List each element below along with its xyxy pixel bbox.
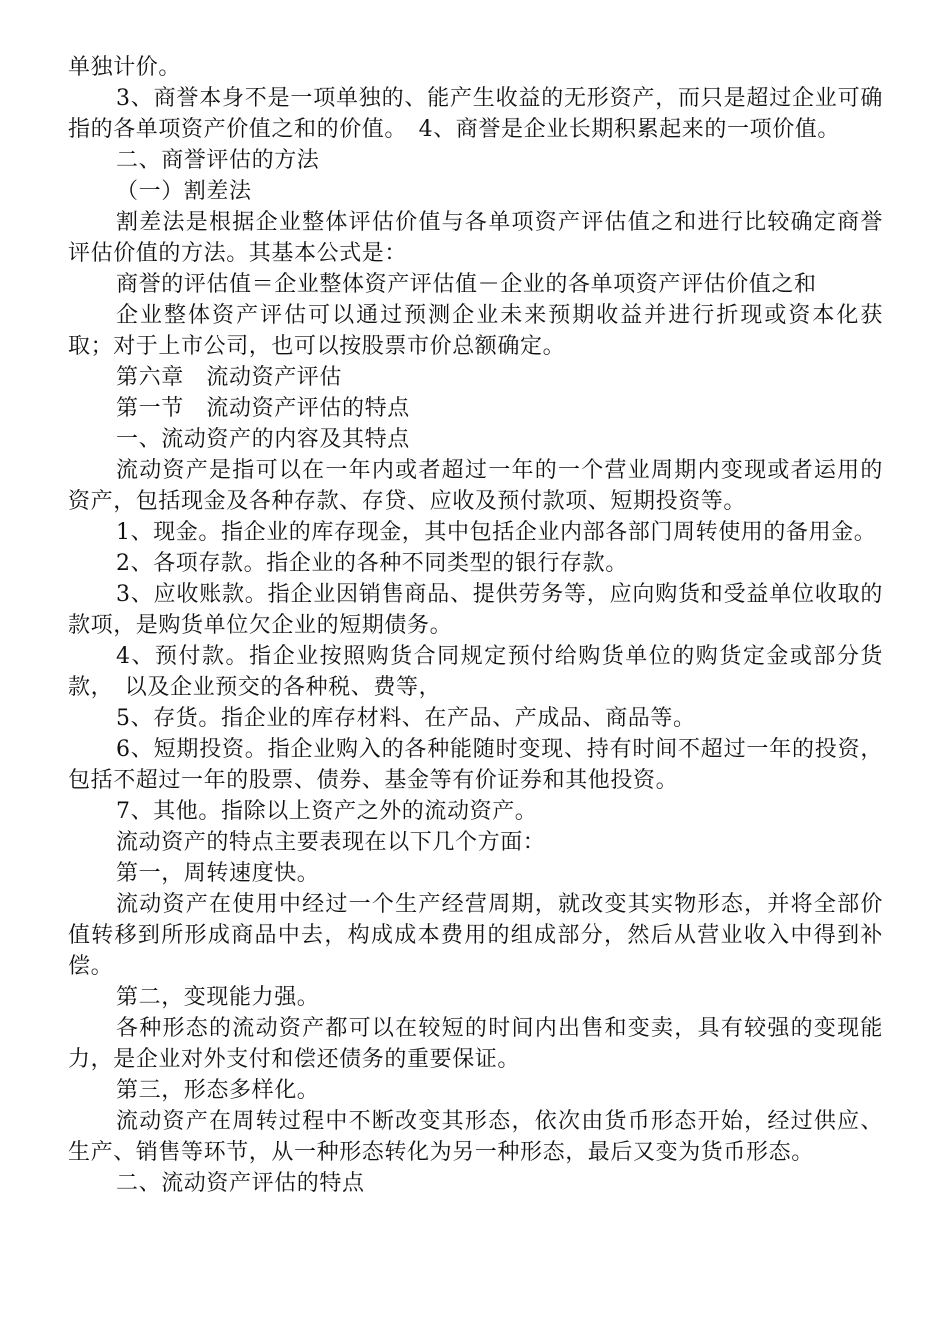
feature-heading-liquidity: 第二，变现能力强。 — [116, 985, 320, 1010]
feature-heading-diverse-forms: 第三，形态多样化。 — [116, 1078, 320, 1103]
section-heading-goodwill-methods: 二、商誉评估的方法 — [116, 148, 320, 173]
list-item-inventory: 5、存货。指企业的库存材料、在产品、产成品、商品等。 — [116, 706, 696, 731]
paragraph-diverse-forms: 流动资产在周转过程中不断改变其形态，依次由货币形态开始，经过供应、生产、销售等环节，从一种形态转化为另一种形态，最后又变为货币形态。 — [68, 1109, 883, 1165]
subsection-heading-current-assets: 一、流动资产的内容及其特点 — [116, 427, 410, 452]
subsection-heading-evaluation-features: 二、流动资产评估的特点 — [116, 1171, 365, 1196]
chapter-heading: 第六章 流动资产评估 — [116, 365, 343, 390]
list-item-cash: 1、现金。指企业的库存现金，其中包括企业内部各部门周转使用的备用金。 — [116, 520, 877, 545]
list-item-deposits: 2、各项存款。指企业的各种不同类型的银行存款。 — [116, 551, 628, 576]
list-item-receivables: 3、应收账款。指企业因销售商品、提供劳务等，应向购货和受益单位收取的款项，是购货单位欠企业的短期债务。 — [68, 582, 883, 638]
paragraph-fast-turnover: 流动资产在使用中经过一个生产经营周期，就改变其实物形态，并将全部价值转移到所形成商品中去，构成成本费用的组成部分，然后从营业收入中得到补偿。 — [68, 892, 883, 979]
paragraph-goodwill-points: 3、商誉本身不是一项单独的、能产生收益的无形资产，而只是超过企业可确指的各单项资产价值之和的价值。 4、商誉是企业长期积累起来的一项价值。 — [68, 86, 883, 142]
paragraph-liquidity: 各种形态的流动资产都可以在较短的时间内出售和变卖，具有较强的变现能力，是企业对外支付和偿还债务的重要保证。 — [68, 1016, 883, 1072]
paragraph-residual-method-definition: 割差法是根据企业整体评估价值与各单项资产评估值之和进行比较确定商誉评估价值的方法。其基本公式是： — [68, 210, 883, 266]
paragraph-enterprise-valuation: 企业整体资产评估可以通过预测企业未来预期收益并进行折现或资本化获取；对于上市公司，也可以按股票市价总额确定。 — [68, 303, 883, 359]
list-item-prepayments: 4、预付款。指企业按照购货合同规定预付给购货单位的购货定金或部分货款， 以及企业预交的各种税、费等， — [68, 644, 883, 700]
subsection-heading-residual-method: （一）割差法 — [116, 179, 252, 204]
paragraph-continuation: 单独计价。 — [68, 55, 182, 80]
list-item-other: 7、其他。指除以上资产之外的流动资产。 — [116, 799, 538, 824]
feature-heading-fast-turnover: 第一，周转速度快。 — [116, 861, 320, 886]
paragraph-features-intro: 流动资产的特点主要表现在以下几个方面： — [116, 830, 546, 855]
paragraph-goodwill-formula: 商誉的评估值＝企业整体资产评估值－企业的各单项资产评估价值之和 — [116, 272, 817, 297]
document-page — [68, 52, 883, 1199]
paragraph-current-assets-definition: 流动资产是指可以在一年内或者超过一年的一个营业周期内变现或者运用的资产，包括现金及各种存款、存贷、应收及预付款项、短期投资等。 — [68, 458, 883, 514]
list-item-short-term-investment: 6、短期投资。指企业购入的各种能随时变现、持有时间不超过一年的投资，包括不超过一年的股票、债券、基金等有价证券和其他投资。 — [68, 737, 883, 793]
section-heading: 第一节 流动资产评估的特点 — [116, 396, 410, 421]
